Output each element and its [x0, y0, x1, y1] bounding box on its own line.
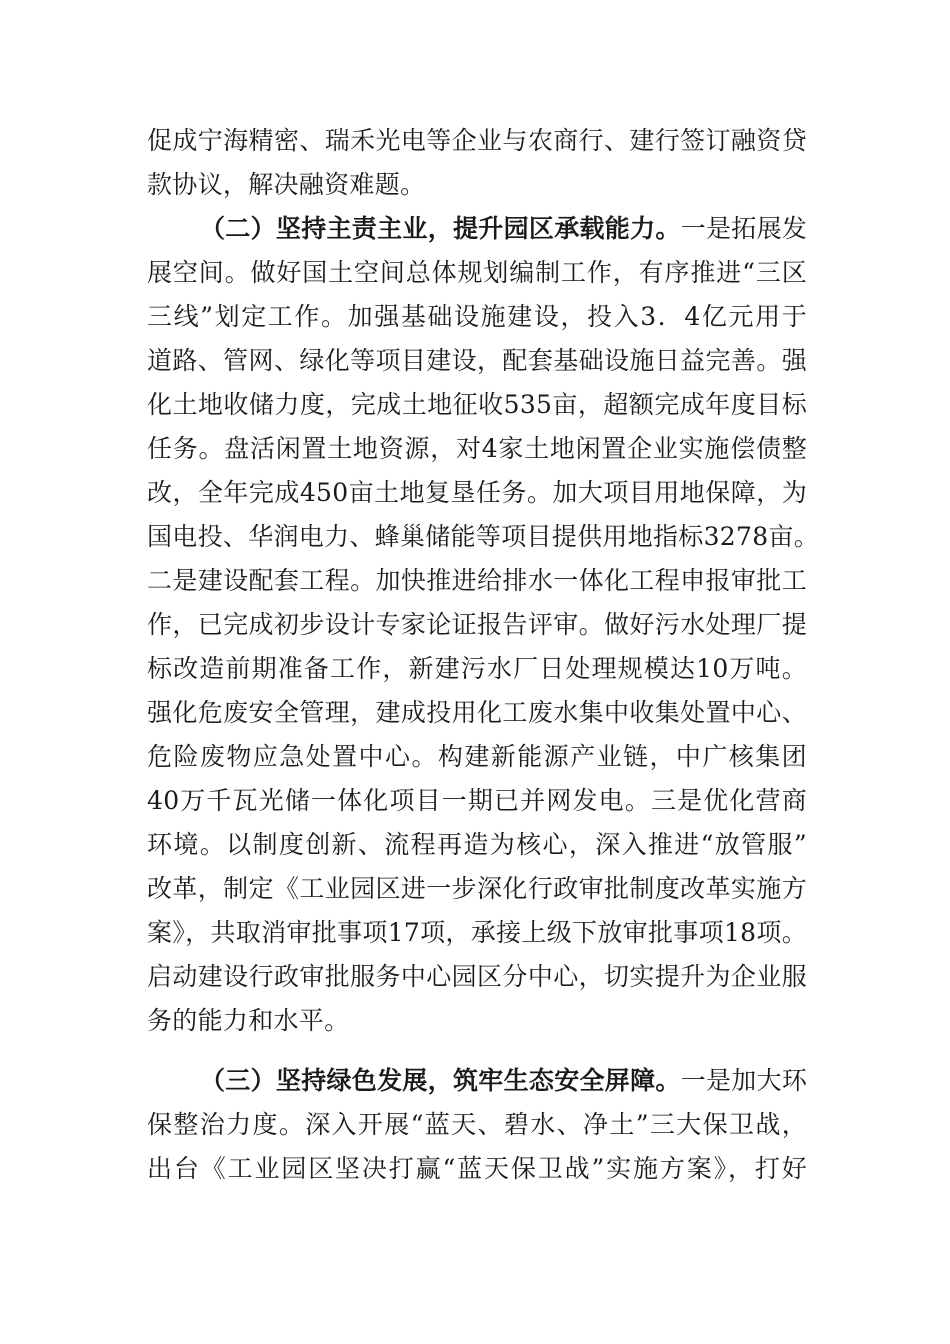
paragraph-2-first-line-rest: 一是拓展发: [680, 214, 808, 243]
paragraph-2-line: 改革，制定《工业园区进一步深化行政审批制度改革实施方: [147, 874, 807, 903]
paragraph-2-line: 务的能力和水平。: [147, 1006, 350, 1035]
paragraph-2-line: 启动建设行政审批服务中心园区分中心，切实提升为企业服: [147, 962, 807, 991]
paragraph-3-line: 出台《工业园区坚决打赢“蓝天保卫战”实施方案》，打好: [147, 1154, 807, 1183]
paragraph-1-line-2: 款协议，解决融资难题。: [147, 170, 426, 199]
paragraph-3-line-1: [200, 1060, 807, 1102]
paragraph-2-line: 危险废物应急处置中心。构建新能源产业链，中广核集团: [147, 742, 807, 771]
paragraph-2-heading: （二）坚持主责主业，提升园区承载能力。: [200, 214, 681, 243]
paragraph-2-line: 三线”划定工作。加强基础设施建设，投入3．4亿元用于: [147, 302, 807, 331]
paragraph-3-line: 保整治力度。深入开展“蓝天、碧水、净土”三大保卫战，: [147, 1110, 807, 1139]
paragraph-2-line: 环境。以制度创新、流程再造为核心，深入推进“放管服”: [147, 830, 807, 859]
paragraph-2-line: 二是建设配套工程。加快推进给排水一体化工程申报审批工: [147, 566, 807, 595]
paragraph-2-line: 作，已完成初步设计专家论证报告评审。做好污水处理厂提: [147, 610, 807, 639]
paragraph-2-line: 国电投、华润电力、蜂巢储能等项目提供用地指标3278亩。: [147, 522, 820, 551]
paragraph-2-line: 40万千瓦光储一体化项目一期已并网发电。三是优化营商: [147, 786, 807, 815]
paragraph-2-line: 改，全年完成450亩土地复垦任务。加大项目用地保障，为: [147, 478, 807, 507]
paragraph-2-line: 案》，共取消审批事项17项，承接上级下放审批事项18项。: [147, 918, 807, 947]
paragraph-3-heading: （三）坚持绿色发展，筑牢生态安全屏障。: [200, 1066, 681, 1095]
paragraph-1-line-1: 促成宁海精密、瑞禾光电等企业与农商行、建行签订融资贷: [147, 126, 807, 155]
paragraph-2-line: 强化危废安全管理，建成投用化工废水集中收集处置中心、: [147, 698, 807, 727]
paragraph-3-first-line-rest: 一是加大环: [680, 1066, 808, 1095]
paragraph-2-line: 展空间。做好国土空间总体规划编制工作，有序推进“三区: [147, 258, 807, 287]
paragraph-2-line: 道路、管网、绿化等项目建设，配套基础设施日益完善。强: [147, 346, 807, 375]
paragraph-2-line: 任务。盘活闲置土地资源，对4家土地闲置企业实施偿债整: [147, 434, 807, 463]
paragraph-2-line: 化土地收储力度，完成土地征收535亩，超额完成年度目标: [147, 390, 807, 419]
paragraph-2-line: 标改造前期准备工作，新建污水厂日处理规模达10万吨。: [147, 654, 807, 683]
paragraph-2-line-1: [200, 208, 807, 250]
